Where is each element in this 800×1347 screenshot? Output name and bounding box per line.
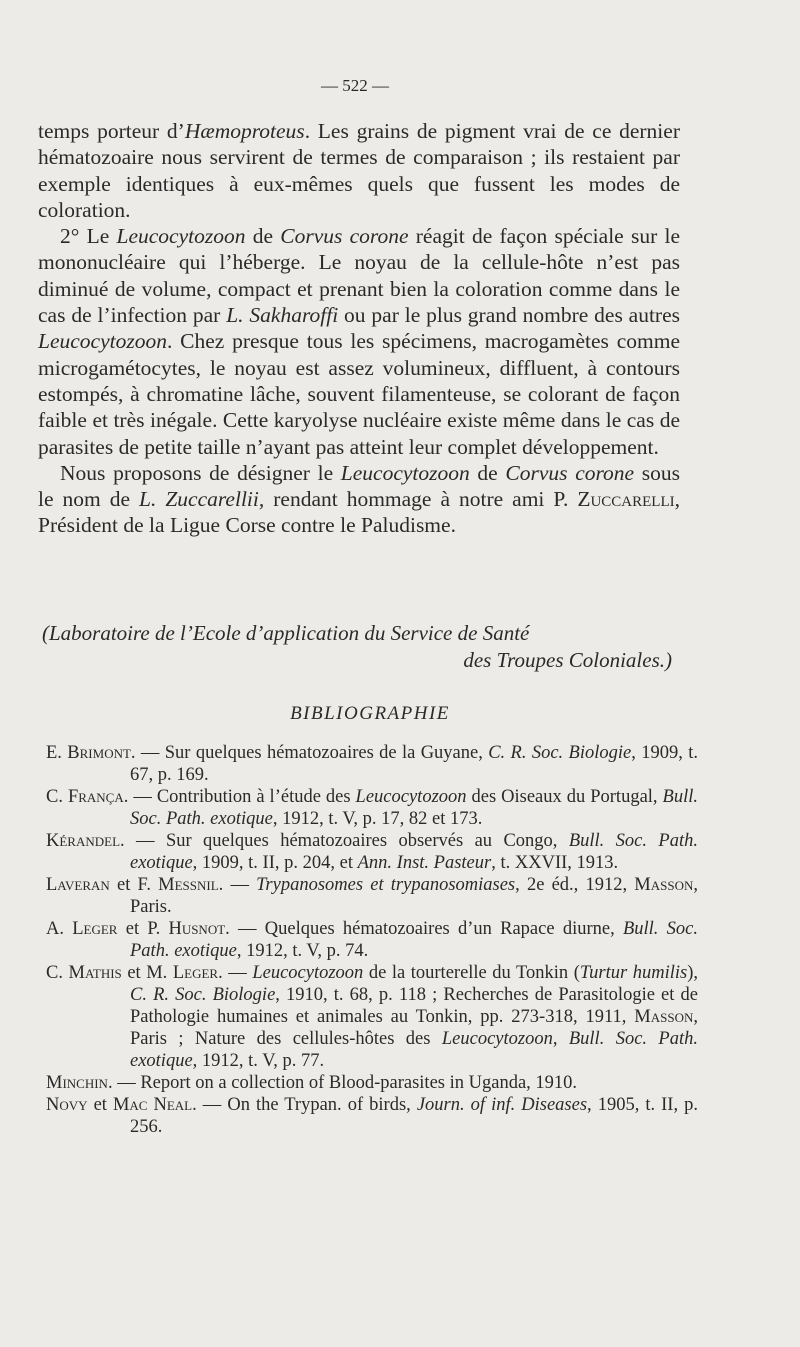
paragraph-naming-proposal: Nous proposons de désigner le Leucocytozoon de Corvus corone sous le nom de L. Zuccarellii, rendant hommage à notre ami P. Zuccarelli, Président de la Ligue Corse contre le Paludisme.: [38, 460, 681, 538]
affiliation: [38, 620, 680, 673]
reference-novy-macneal: Novy et Mac Neal. — On the Trypan. of birds, Journ. of inf. Diseases, 1905, t. II, p. 256.: [46, 1095, 699, 1137]
affiliation-line-2: des Troupes Coloniales.): [463, 647, 672, 672]
page-number: — 522 —: [321, 76, 389, 95]
reference-mathis-leger: C. Mathis et M. Leger. — Leucocytozoon de la tourterelle du Tonkin (Turtur humilis), C. R. Soc. Biologie, 1910, t. 68, p. 118 ; Recherches de Parasitologie et de Pathologie humaines et animales au Tonkin, pp. 273-318, 1911, Masson, Paris ; Nature des cellules-hôtes des Leucocytozoon, Bull. Soc. Path. exotique, 1912, t. V, p. 77.: [46, 963, 699, 1071]
reference-leger-husnot: A. Leger et P. Husnot. — Quelques hématozoaires d’un Rapace diurne, Bull. Soc. Path. exotique, 1912, t. V, p. 74.: [46, 919, 698, 961]
body-text: [38, 118, 680, 539]
bibliography-heading: BIBLIOGRAPHIE: [290, 703, 450, 724]
reference-franca: C. França. — Contribution à l’étude des Leucocytozoon des Oiseaux du Portugal, Bull. Soc. Path. exotique, 1912, t. V, p. 17, 82 et 173.: [46, 787, 698, 829]
reference-minchin: Minchin. — Report on a collection of Blood-parasites in Uganda, 1910.: [46, 1073, 578, 1093]
affiliation-line-1: (Laboratoire de l’Ecole d’application du Service de Santé: [42, 621, 530, 645]
paragraph-leucocytozoon-reaction: 2° Le Leucocytozoon de Corvus corone réagit de façon spéciale sur le mononucléaire qui l’héberge. Le noyau de la cellule-hôte n’est pas diminué de volume, compact et prenant bien la coloration comme dans le cas de l’infection par L. Sakharoffi ou par le plus grand nombre des autres Leucocytozoon. Chez presque tous les spécimens, macrogamètes comme microgamétocytes, le noyau est assez volumineux, diffluent, à contours estompés, à chromatine lâche, souvent filamenteuse, se colorant de façon faible et très inégale. Cette karyolyse nucléaire existe même dans le cas de parasites de petite taille n’ayant pas atteint leur complet développement.: [38, 224, 681, 459]
reference-kerandel: Kérandel. — Sur quelques hématozoaires observés au Congo, Bull. Soc. Path. exotique, 1909, t. II, p. 204, et Ann. Inst. Pasteur, t. XXVII, 1913.: [46, 831, 698, 873]
paragraph-continuation: temps porteur d’Hæmoproteus. Les grains de pigment vrai de ce dernier hématozoaire nous servirent de termes de comparaison ; ils restaient par exemple identiques à eux-mêmes quels que fussent les modes de coloration.: [38, 119, 680, 222]
bibliography-list: [46, 742, 698, 1138]
reference-brimont: E. Brimont. — Sur quelques hématozoaires de la Guyane, C. R. Soc. Biologie, 1909, t. 67, p. 169.: [46, 743, 698, 785]
reference-laveran: Laveran et F. Messnil. — Trypanosomes et trypanosomiases, 2e éd., 1912, Masson, Paris.: [46, 875, 698, 917]
